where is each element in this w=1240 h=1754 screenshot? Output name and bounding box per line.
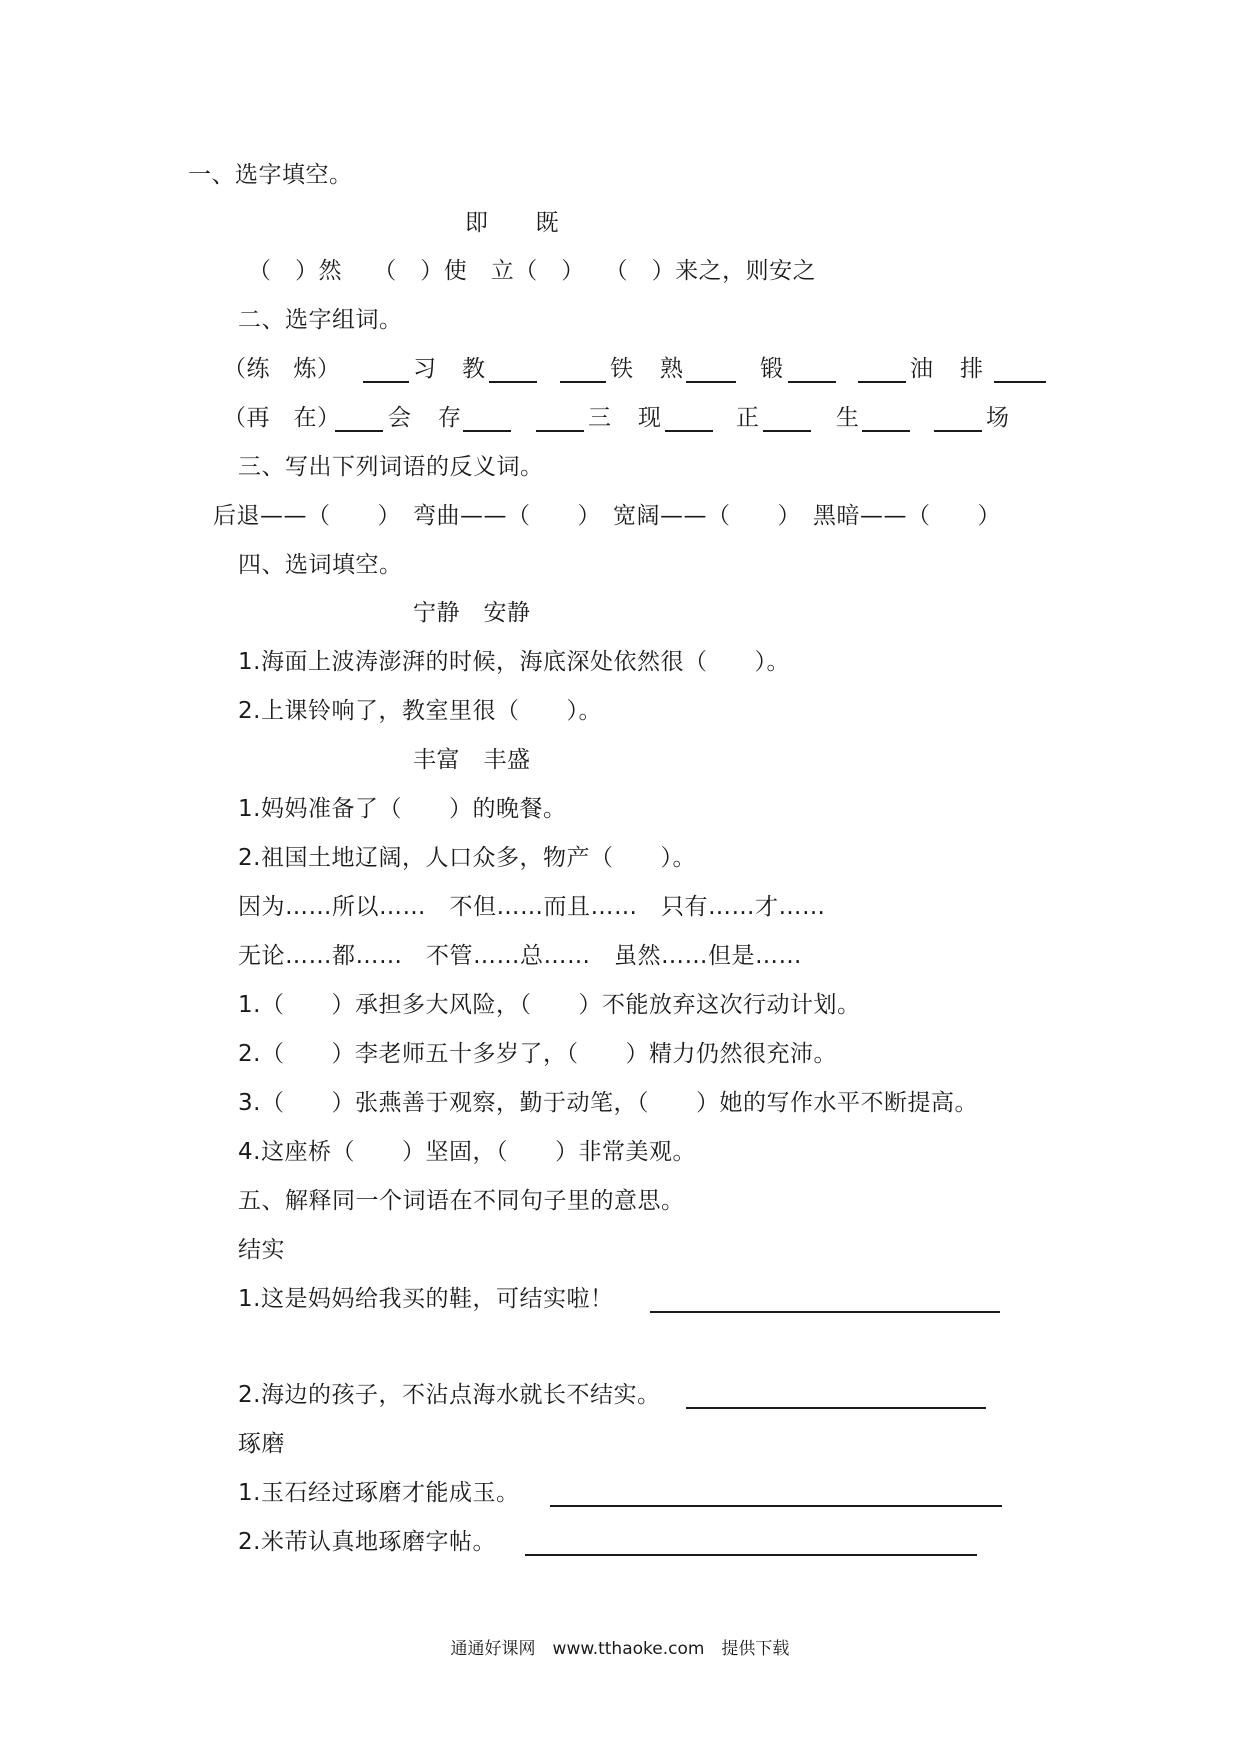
section4-group1-q2: 2.上课铃响了，教室里很（ ）。	[238, 698, 602, 724]
section2-row2-word: 生	[836, 405, 860, 431]
section4-group2-q2: 2.祖国土地辽阔，人口众多，物产（ ）。	[238, 845, 696, 871]
section4-group1-choices: 宁静 安静	[413, 600, 531, 626]
section1-heading: 一、选字填空。	[188, 162, 353, 188]
section4-conj-q2: 2.（ ）李老师五十多岁了，（ ）精力仍然很充沛。	[238, 1041, 837, 1067]
section4-group1-q1: 1.海面上波涛澎湃的时候，海底深处依然很（ ）。	[238, 649, 790, 675]
section2-row1-word: 习	[413, 356, 437, 382]
section5-heading: 五、解释同一个词语在不同句子里的意思。	[238, 1188, 685, 1214]
section2-row1-word: 油	[910, 356, 934, 382]
section4-conj-row2: 无论……都…… 不管……总…… 虽然……但是……	[238, 943, 802, 969]
blank-line	[560, 381, 606, 383]
section3-items: 后退——（ ） 弯曲——（ ） 宽阔——（ ） 黑暗——（ ）	[213, 503, 1001, 529]
section5-word2-sentence1: 1.玉石经过琢磨才能成玉。	[238, 1480, 520, 1506]
section2-row1-word: 教	[462, 356, 486, 382]
blank-line	[463, 430, 511, 432]
section5-word1-sentence1: 1.这是妈妈给我买的鞋，可结实啦！	[238, 1286, 614, 1312]
section4-group2-q1: 1.妈妈准备了（ ）的晚餐。	[238, 796, 567, 822]
section2-heading: 二、选字组词。	[238, 307, 403, 333]
blank-line	[665, 430, 713, 432]
blank-line	[335, 430, 383, 432]
section5-word2: 琢磨	[238, 1431, 285, 1457]
section2-row2-word: 场	[986, 405, 1010, 431]
section2-row1-word: 排	[960, 356, 984, 382]
section5-word1: 结实	[238, 1237, 285, 1263]
section4-group2-choices: 丰富 丰盛	[413, 747, 531, 773]
answer-line	[550, 1505, 1002, 1507]
blank-line	[489, 381, 537, 383]
blank-line	[862, 430, 910, 432]
section4-conj-q4: 4.这座桥（ ）坚固，（ ）非常美观。	[238, 1139, 696, 1165]
section5-word1-sentence2: 2.海边的孩子，不沾点海水就长不结实。	[238, 1382, 661, 1408]
section1-items: （ ）然 （ ）使 立（ ） （ ）来之，则安之	[248, 258, 817, 284]
answer-line	[686, 1407, 986, 1409]
blank-line	[763, 430, 811, 432]
blank-line	[686, 381, 736, 383]
blank-line	[788, 381, 836, 383]
section2-row2-word: 现	[638, 405, 662, 431]
section2-row2-group: （再 在）	[223, 405, 341, 431]
section4-heading: 四、选词填空。	[238, 552, 403, 578]
blank-line	[994, 381, 1046, 383]
blank-line	[934, 430, 982, 432]
section2-row2-word: 三	[588, 405, 612, 431]
section2-row1-group: （练 炼）	[223, 356, 341, 382]
section3-heading: 三、写出下列词语的反义词。	[238, 454, 544, 480]
blank-line	[363, 381, 409, 383]
answer-line	[650, 1311, 1000, 1313]
section2-row1-word: 熟	[660, 356, 684, 382]
section1-choices: 即 既	[465, 210, 559, 236]
section2-row1-word: 锻	[760, 356, 784, 382]
blank-line	[536, 430, 584, 432]
section5-word2-sentence2: 2.米芾认真地琢磨字帖。	[238, 1529, 496, 1555]
answer-line	[525, 1554, 977, 1556]
section4-conj-q1: 1.（ ）承担多大风险，（ ）不能放弃这次行动计划。	[238, 992, 861, 1018]
section2-row2-word: 会	[388, 405, 412, 431]
section2-row1-word: 铁	[610, 356, 634, 382]
section4-conj-row1: 因为……所以…… 不但……而且…… 只有……才……	[238, 894, 826, 920]
section2-row2-word: 正	[736, 405, 760, 431]
section4-conj-q3: 3.（ ）张燕善于观察，勤于动笔，（ ）她的写作水平不断提高。	[238, 1090, 978, 1116]
section2-row2-word: 存	[438, 405, 462, 431]
page-footer: 通通好课网 www.tthaoke.com 提供下载	[450, 1639, 790, 1659]
blank-line	[858, 381, 906, 383]
